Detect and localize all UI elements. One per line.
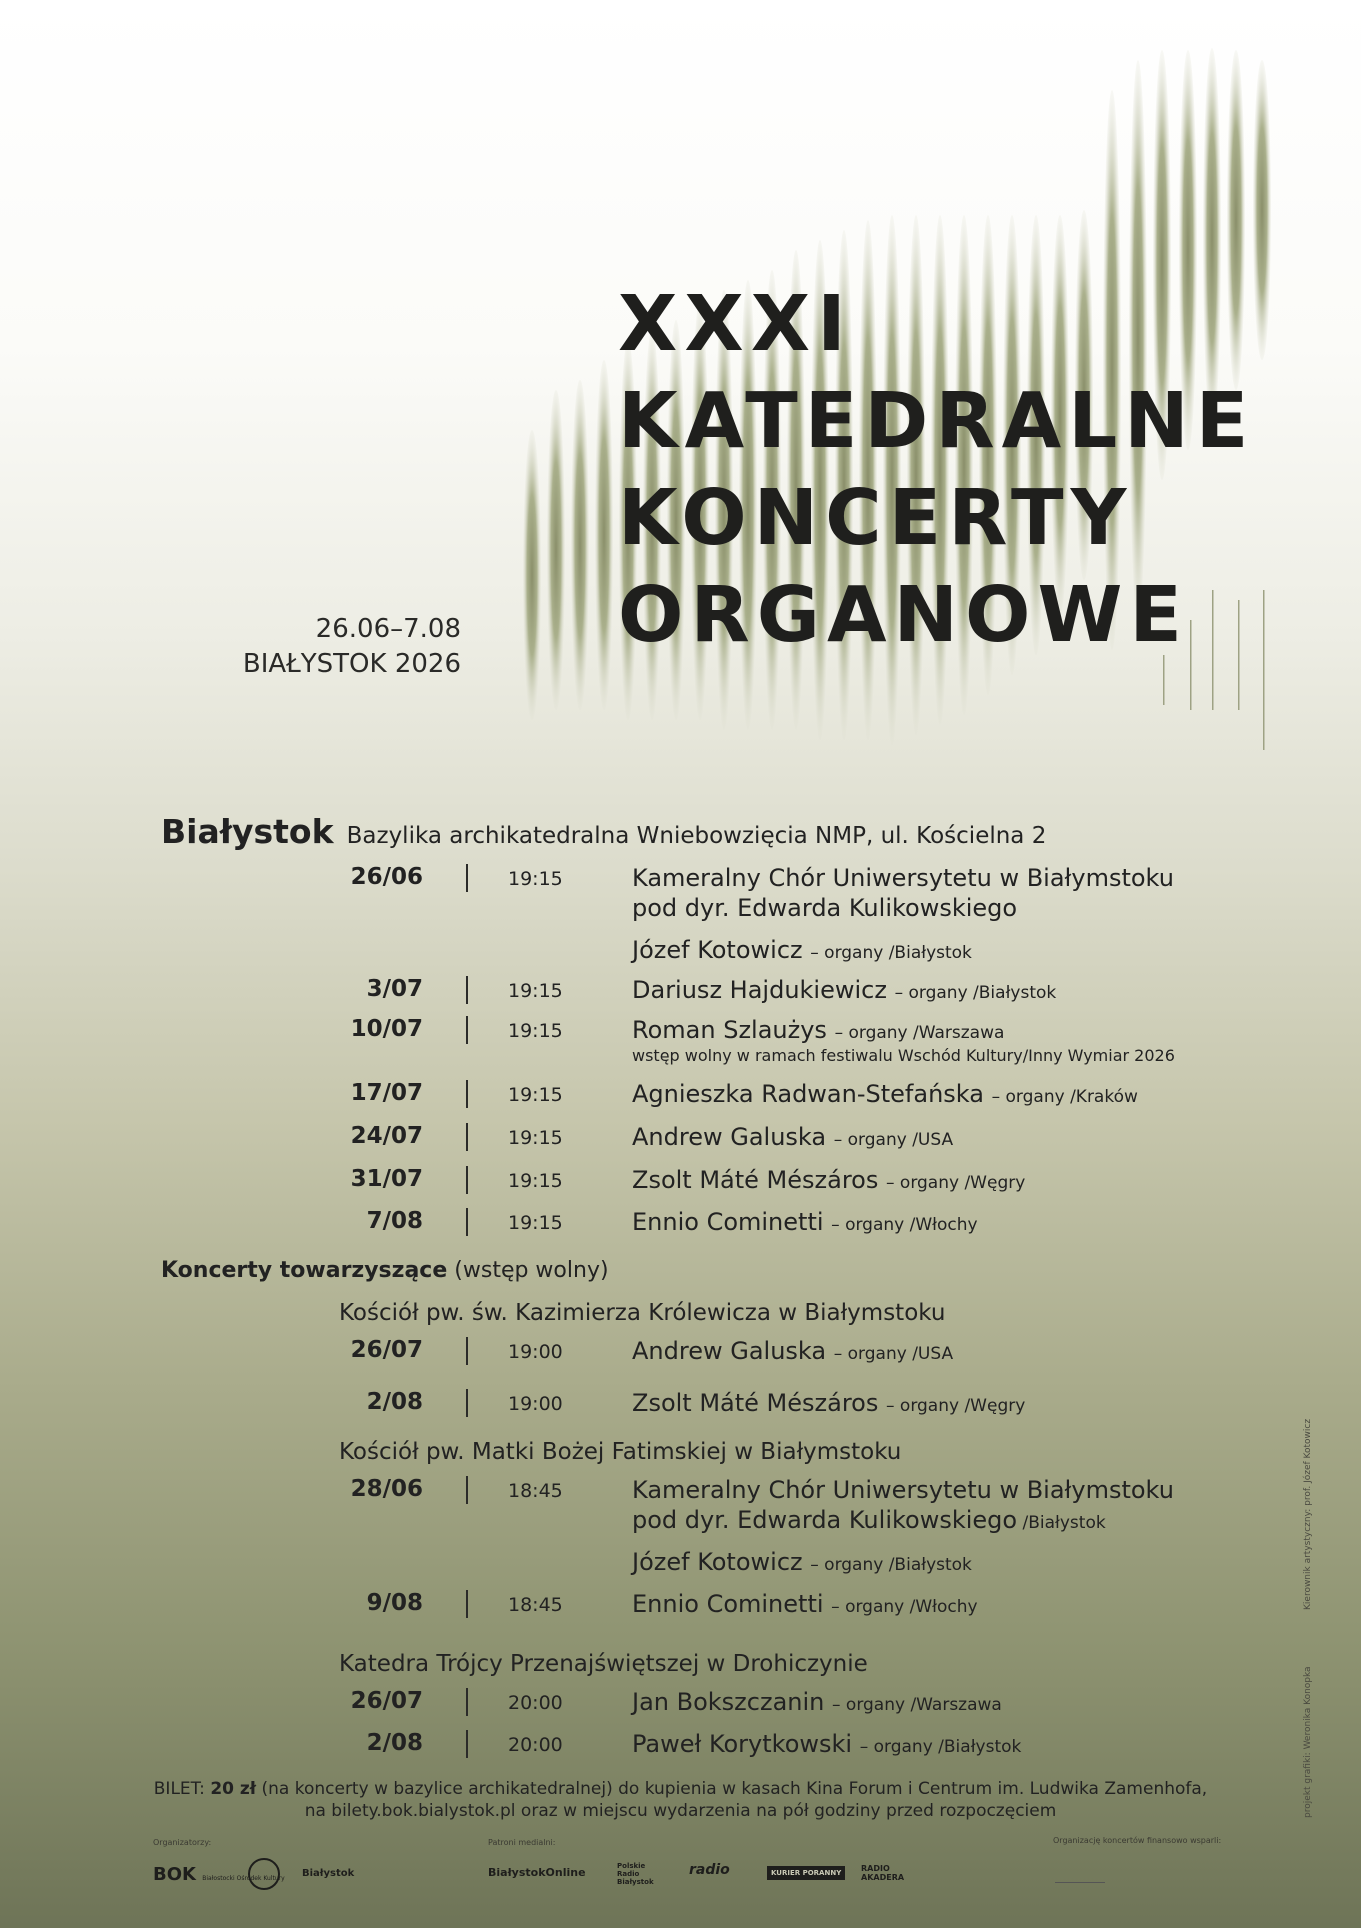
concert-time: 19:15 (508, 1127, 563, 1149)
divider (466, 1166, 468, 1194)
performer: Zsolt Máté Mészáros – organy /Węgry (632, 1166, 1026, 1194)
organ-pipe (547, 390, 565, 710)
title-line-2: KATEDRALNE (618, 377, 1256, 466)
festival-title (618, 276, 1255, 664)
art-director-credit: Kierownik artystyczny: prof. Józef Kotowicz (1303, 1418, 1313, 1610)
church-name: Kościół pw. Matki Bożej Fatimskiej w Białymstoku (339, 1439, 902, 1465)
organ-pipe (595, 360, 613, 710)
main-venue-heading (161, 812, 1046, 851)
title-line-1: XXXI (618, 280, 853, 369)
organ-pipe (571, 380, 589, 710)
divider (466, 1688, 468, 1716)
divider (466, 1476, 468, 1504)
concert-date: 10/07 (350, 1016, 423, 1042)
performer: Paweł Korytkowski – organy /Białystok (632, 1730, 1022, 1758)
divider (466, 1123, 468, 1151)
performer: Kameralny Chór Uniwersytetu w Białymstoku (632, 1476, 1174, 1504)
divider (466, 1337, 468, 1365)
concert-time: 20:00 (508, 1692, 563, 1714)
performer: Ennio Cominetti – organy /Włochy (632, 1208, 978, 1236)
divider (466, 976, 468, 1004)
bok-logo: BOK Białostocki Ośrodek Kultury (153, 1864, 285, 1885)
ticket-line-2: na bilety.bok.bialystok.pl oraz w miejscu wydarzenia na pół godziny przed rozpoczęciem (304, 1801, 1057, 1821)
sponsor-logo (1055, 1862, 1105, 1883)
organ-pipe (523, 430, 541, 720)
concert-time: 19:15 (508, 1170, 563, 1192)
performer-line-2: pod dyr. Edwarda Kulikowskiego /Białystok (632, 1506, 1106, 1534)
performer: Zsolt Máté Mészáros – organy /Węgry (632, 1389, 1026, 1417)
divider (466, 1389, 468, 1417)
performer: Andrew Galuska – organy /USA (632, 1123, 954, 1151)
performer: Roman Szlaużys – organy /Warszawa (632, 1016, 1005, 1044)
graphic-credit: projekt grafiki: Weronika Konopka (1303, 1666, 1313, 1818)
concert-date: 2/08 (366, 1730, 423, 1756)
akadera-logo: RADIO AKADERA (861, 1864, 905, 1882)
concert-date: 2/08 (366, 1389, 423, 1415)
concert-time: 20:00 (508, 1734, 563, 1756)
performer: Kameralny Chór Uniwersytetu w Białymstoku (632, 864, 1174, 892)
concert-time: 18:45 (508, 1594, 563, 1616)
concert-date: 9/08 (366, 1590, 423, 1616)
media-label: Patroni medialni: (488, 1838, 556, 1847)
divider (466, 864, 468, 892)
divider (466, 1590, 468, 1618)
organizers-label: Organizatorzy: (153, 1838, 212, 1847)
divider (466, 1208, 468, 1236)
performer-extra: Józef Kotowicz – organy /Białystok (632, 936, 972, 964)
radio-logo: radio (689, 1862, 730, 1878)
ticket-info: BILET: 20 zł (na koncerty w bazylice archikatedralnej) do kupienia w kasach Kina Forum i Centrum im. Ludwika Zamenhofa, na bilety.bok.bialystok.pl oraz w miejscu wydarzenia na pół godziny przed rozpoczęciem (0, 1778, 1361, 1822)
concert-date: 26/07 (350, 1688, 423, 1714)
concert-date: 24/07 (350, 1123, 423, 1149)
concert-time: 18:45 (508, 1480, 563, 1502)
cathedral-icon (248, 1858, 280, 1890)
concert-date: 31/07 (350, 1166, 423, 1192)
performer: Agnieszka Radwan-Stefańska – organy /Kraków (632, 1080, 1138, 1108)
festival-dates (243, 612, 461, 682)
concert-date: 3/07 (366, 976, 423, 1002)
concert-date: 28/06 (350, 1476, 423, 1502)
date-range: 26.06–7.08 (315, 614, 461, 644)
city-name: Białystok (161, 812, 334, 851)
polskie-radio-logo: Polskie Radio Białystok (617, 1862, 654, 1886)
concert-date: 17/07 (350, 1080, 423, 1106)
concert-time: 19:15 (508, 868, 563, 890)
performer: Ennio Cominetti – organy /Włochy (632, 1590, 978, 1618)
concert-time: 19:00 (508, 1393, 563, 1415)
concert-date: 7/08 (366, 1208, 423, 1234)
title-line-4: ORGANOWE (618, 571, 1189, 660)
concert-date: 26/06 (350, 864, 423, 890)
kurier-logo: KURIER PORANNY (767, 1866, 845, 1880)
concert-time: 19:15 (508, 1084, 563, 1106)
performer: Jan Bokszczanin – organy /Warszawa (632, 1688, 1002, 1716)
performer-extra: Józef Kotowicz – organy /Białystok (632, 1548, 972, 1576)
church-name: Katedra Trójcy Przenajświętszej w Drohiczynie (339, 1651, 868, 1677)
funding-label: Organizację koncertów finansowo wsparli: (1053, 1836, 1222, 1845)
concert-date: 26/07 (350, 1337, 423, 1363)
title-line-3: KONCERTY (618, 474, 1134, 563)
venue-name: Bazylika archikatedralna Wniebowzięcia NMP, ul. Kościelna 2 (346, 823, 1047, 849)
side-concerts-heading: Koncerty towarzyszące (wstęp wolny) (161, 1258, 609, 1283)
performer: Dariusz Hajdukiewicz – organy /Białystok (632, 976, 1057, 1004)
divider (466, 1730, 468, 1758)
pipe-line (1263, 590, 1265, 750)
concert-time: 19:00 (508, 1341, 563, 1363)
bialystok-online-logo: BiałystokOnline (488, 1866, 586, 1879)
divider (466, 1080, 468, 1108)
concert-time: 19:15 (508, 1020, 563, 1042)
concert-note: wstęp wolny w ramach festiwalu Wschód Kultury/Inny Wymiar 2026 (632, 1046, 1175, 1065)
performer-line-2: pod dyr. Edwarda Kulikowskiego (632, 894, 1018, 922)
performer: Andrew Galuska – organy /USA (632, 1337, 954, 1365)
church-name: Kościół pw. św. Kazimierza Królewicza w Białymstoku (339, 1300, 946, 1326)
organ-pipe (1253, 60, 1271, 360)
divider (466, 1016, 468, 1044)
concert-time: 19:15 (508, 980, 563, 1002)
bialystok-logo: Białystok (302, 1868, 355, 1879)
city-year: BIAŁYSTOK 2026 (242, 649, 461, 679)
concert-time: 19:15 (508, 1212, 563, 1234)
